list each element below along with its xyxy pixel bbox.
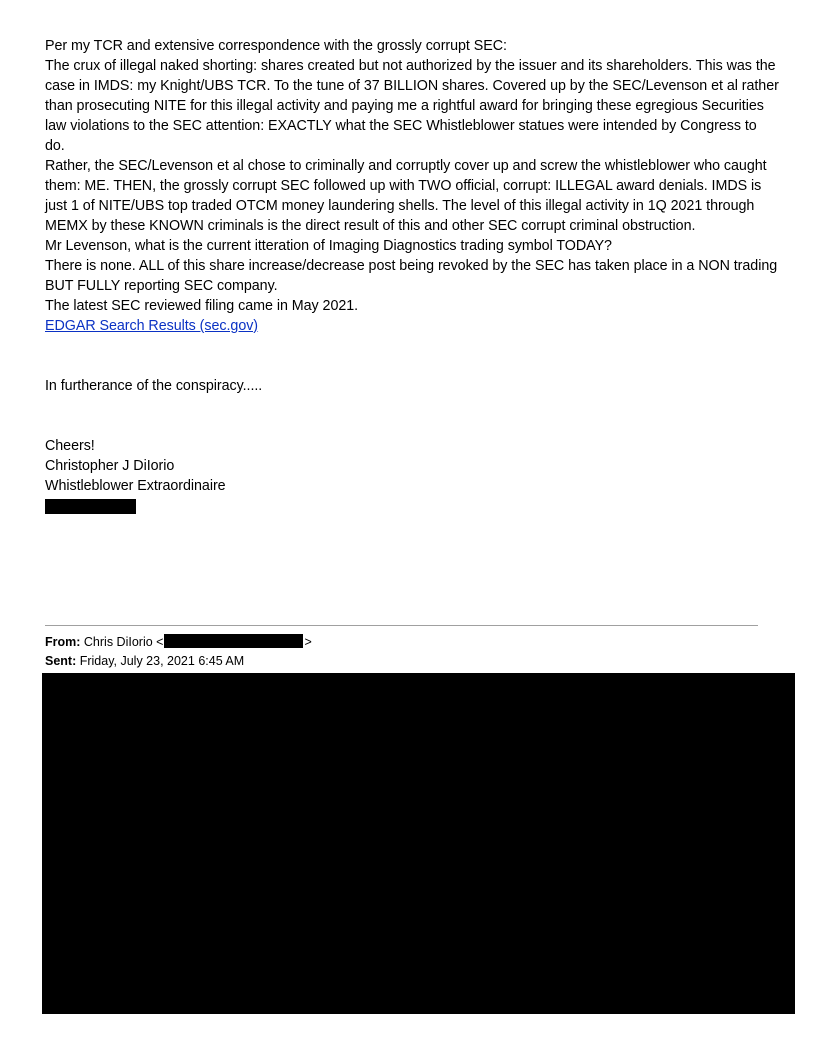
forwarded-header [45,633,312,671]
sent-value: Friday, July 23, 2021 6:45 AM [79,654,245,668]
body-answer: There is none. ALL of this share increase/decrease post being revoked by the SEC has taken place in a NON trading BUT FULLY reporting SEC company. [45,258,778,294]
signature-title: Whistleblower Extraordinaire [45,478,226,494]
from-name: Chris DiIorio < [83,635,164,649]
from-close: > [304,635,312,649]
large-redaction-block [42,673,795,1014]
divider-line [45,625,758,626]
closing-line: In furtherance of the conspiracy..... [45,378,263,394]
spacer [45,396,780,436]
signoff: Cheers! [45,438,95,454]
email-address-redaction [164,634,303,648]
sent-label: Sent: [45,654,77,668]
from-row [45,633,312,652]
email-body [45,36,780,520]
from-label: From: [45,635,81,649]
sent-row [45,652,312,671]
edgar-search-link[interactable]: EDGAR Search Results (sec.gov) [45,318,259,334]
body-line-1: Per my TCR and extensive correspondence with the grossly corrupt SEC: [45,38,507,54]
spacer [45,336,780,376]
body-paragraph-crux: The crux of illegal naked shorting: shares created but not authorized by the issuer and its shareholders. This was the case in IMDS: my Knight/UBS TCR. To the tune of 37 BILLION shares. Covered up by the SEC/Levenson et al rather than prosecuting NITE for this illegal activity and paying me a rightful award for bringing these egregious Securities law violations to the SEC attention: EXACTLY what the SEC Whistleblower statues were intended by Congress to do. [45,58,779,154]
body-question: Mr Levenson, what is the current itteration of Imaging Diagnostics trading symbol TODAY? [45,238,612,254]
signature-redaction [45,499,136,514]
body-latest-filing: The latest SEC reviewed filing came in May 2021. [45,298,359,314]
signature-name: Christopher J DiIorio [45,458,175,474]
body-paragraph-rather: Rather, the SEC/Levenson et al chose to criminally and corruptly cover up and screw the whistleblower who caught them: ME. THEN, the grossly corrupt SEC followed up with TWO official, corrupt: ILLEGAL award denials. IMDS is just 1 of NITE/UBS top traded OTCM money laundering shells. The level of this illegal activity in 1Q 2021 through MEMX by these KNOWN criminals is the direct result of this and other SEC corrupt criminal obstruction. [45,158,767,234]
